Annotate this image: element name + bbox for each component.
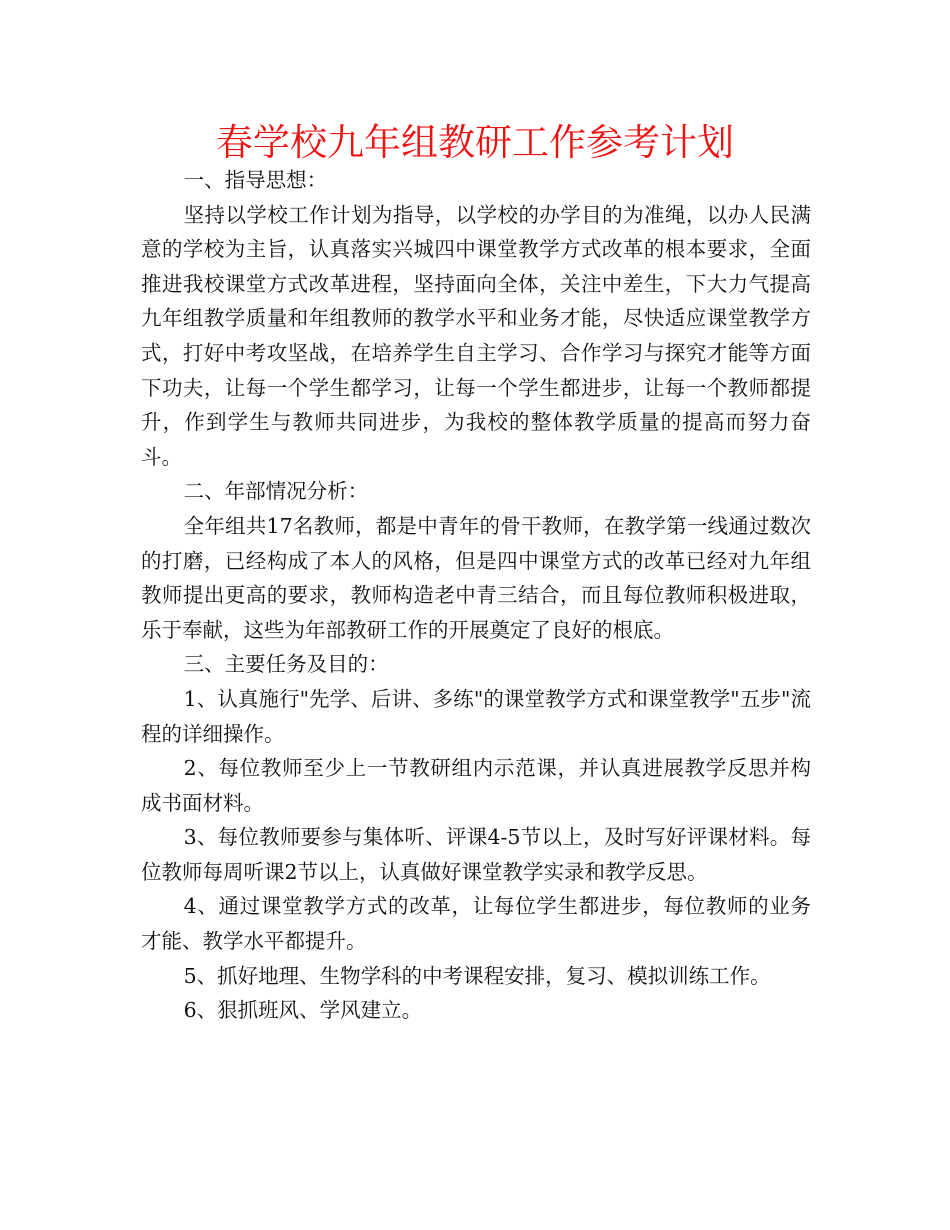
section-heading-main-tasks: 三、主要任务及目的： <box>183 652 389 677</box>
section-heading-guiding-thought: 一、指导思想： <box>183 168 328 192</box>
document-title: 春学校九年组教研工作参考计划 <box>216 121 734 164</box>
task-item-4: 4、通过课堂教学方式的改革，让每位学生都进步，每位教师的业务才能、教学水平都提升。 <box>141 894 811 954</box>
section-heading-situation-analysis: 二、年部情况分析： <box>183 479 369 504</box>
task-item-1: 1、认真施行"先学、后讲、多练"的课堂教学方式和课堂教学"五步"流程的详细操作。 <box>141 686 811 746</box>
paragraph-guiding-thought: 坚持以学校工作计划为指导，以学校的办学目的为准绳，以办人民满意的学校为主旨，认真落实兴城四中课堂教学方式改革的根本要求，全面推进我校课堂方式改革进程，坚持面向全体，关注中差生，下大力气提高九年组教学质量和年组教师的教学水平和业务才能，尽快适应课堂教学方式，打好中考攻坚战，在培养学生自主学习、合作学习与探究才能等方面下功夫，让每一个学生都学习，让每一个学生都进步，让每一个教师都提升，作到学生与教师共同进步，为我校的整体教学质量的提高而努力奋斗。 <box>141 202 811 469</box>
task-item-5: 5、抓好地理、生物学科的中考课程安排，复习、模拟训练工作。 <box>183 963 771 988</box>
task-item-3: 3、每位教师要参与集体听、评课4-5节以上，及时写好评课材料。每位教师每周听课2节以上，认真做好课堂教学实录和教学反思。 <box>141 825 811 884</box>
task-item-6: 6、狠抓班风、学风建立。 <box>183 998 423 1023</box>
task-item-2: 2、每位教师至少上一节教研组内示范课，并认真进展教学反思并构成书面材料。 <box>141 756 811 815</box>
document-body <box>141 163 811 1028</box>
paragraph-situation-analysis: 全年组共17名教师，都是中青年的骨干教师，在教学第一线通过数次的打磨，已经构成了本人的风格，但是四中课堂方式的改革已经对九年组教师提出更高的要求，教师构造老中青三结合，而且每位教师积极进取，乐于奉献，这些为年部教研工作的开展奠定了良好的根底。 <box>141 513 811 642</box>
